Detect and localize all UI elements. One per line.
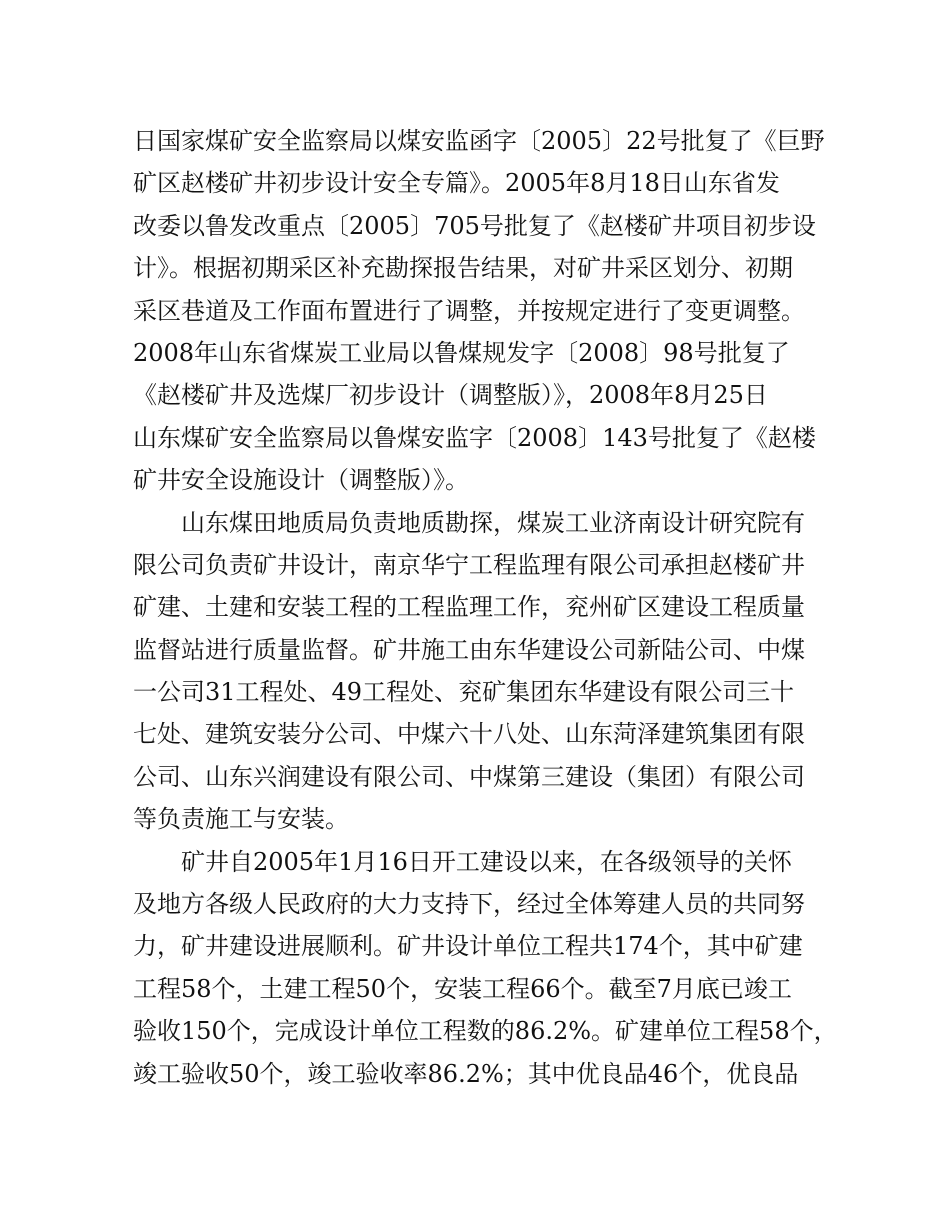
text-line: 日国家煤矿安全监察局以煤安监函字〔2005〕22号批复了《巨野: [133, 127, 825, 155]
text-line: 2008年山东省煤炭工业局以鲁煤规发字〔2008〕98号批复了: [133, 338, 790, 367]
text-line: 计》。根据初期采区补充勘探报告结果，对矿井采区划分、初期: [133, 254, 793, 283]
text-line: 一公司31工程处、49工程处、兖矿集团东华建设有限公司三十: [133, 678, 795, 707]
text-line: 验收150个，完成设计单位工程数的86.2%。矿建单位工程58个，: [133, 1017, 838, 1046]
body-text: [133, 120, 853, 1095]
text-line: 改委以鲁发改重点〔2005〕705号批复了《赵楼矿井项目初步设: [133, 211, 816, 240]
text-line: 限公司负责矿井设计，南京华宁工程监理有限公司承担赵楼矿井: [133, 550, 805, 579]
text-line: 山东煤田地质局负责地质勘探，煤炭工业济南设计研究院有: [181, 508, 805, 537]
text-line: 工程58个，土建工程50个，安装工程66个。截至7月底已竣工: [133, 974, 792, 1003]
text-line: 矿区赵楼矿井初步设计安全专篇》。2005年8月18日山东省发: [133, 169, 780, 198]
paragraph-participants: [133, 502, 853, 841]
text-line: 矿建、土建和安装工程的工程监理工作，兖州矿区建设工程质量: [133, 593, 805, 622]
text-line: 矿井安全设施设计（调整版）》。: [133, 466, 469, 495]
text-line: 七处、建筑安装分公司、中煤六十八处、山东菏泽建筑集团有限: [133, 720, 805, 749]
text-line: 采区巷道及工作面布置进行了调整，并按规定进行了变更调整。: [133, 296, 805, 325]
text-line: 力，矿井建设进展顺利。矿井设计单位工程共174个，其中矿建: [133, 932, 803, 961]
text-line: 及地方各级人民政府的大力支持下，经过全体筹建人员的共同努: [133, 890, 805, 919]
text-line: 矿井自2005年1月16日开工建设以来，在各级领导的关怀: [181, 847, 792, 876]
paragraph-approvals: [133, 120, 853, 502]
text-line: 山东煤矿安全监察局以鲁煤安监字〔2008〕143号批复了《赵楼: [133, 423, 816, 452]
text-line: 监督站进行质量监督。矿井施工由东华建设公司新陆公司、中煤: [133, 635, 805, 664]
text-line: 公司、山东兴润建设有限公司、中煤第三建设（集团）有限公司: [133, 762, 805, 791]
paragraph-progress: [133, 841, 853, 1095]
text-line: 竣工验收50个，竣工验收率86.2%；其中优良品46个，优良品: [133, 1059, 799, 1088]
text-line: 《赵楼矿井及选煤厂初步设计（调整版）》，2008年8月25日: [133, 381, 768, 410]
text-line: 等负责施工与安装。: [133, 805, 349, 834]
